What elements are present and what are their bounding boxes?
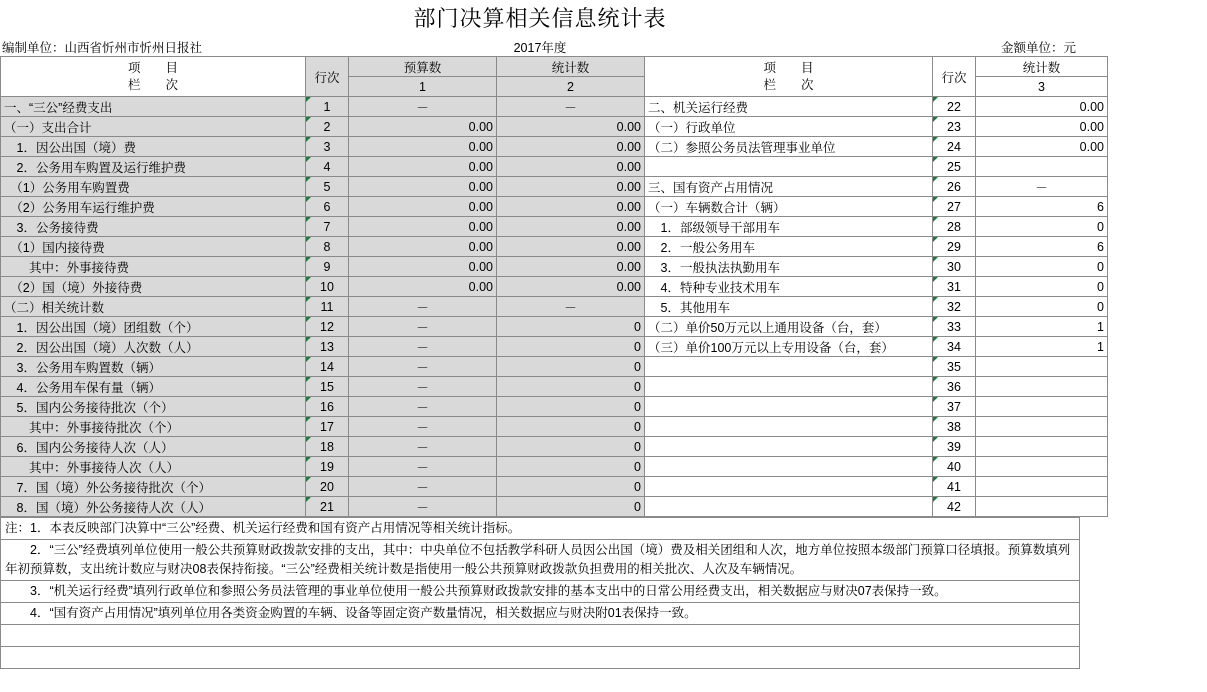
cell-stat-num: 0 (497, 437, 645, 457)
cell-item-right (645, 357, 933, 377)
cell-stat-num-right: 0 (976, 257, 1108, 277)
note-text: 4．“国有资产占用情况”填列单位用各类资金购置的车辆、设备等固定资产数量情况，相关数据应与财决附01表保持一致。 (1, 603, 1080, 625)
cell-item-right: 2．一般公务用车 (645, 237, 933, 257)
cell-stat-num: － (497, 297, 645, 317)
cell-budget-num: 0.00 (349, 277, 497, 297)
cell-budget-num: － (349, 397, 497, 417)
cell-item-right (645, 397, 933, 417)
data-rows (1, 97, 1108, 517)
cell-stat-num-right: 0 (976, 217, 1108, 237)
cell-item-left: （1）国内接待费 (1, 237, 306, 257)
cell-item-left: 其中：外事接待人次（人） (1, 457, 306, 477)
header-item-left-sub: 栏 次 (127, 77, 178, 92)
cell-item-right: （二）单价50万元以上通用设备（台，套） (645, 317, 933, 337)
cell-stat-num: 0.00 (497, 117, 645, 137)
cell-rowno-left: 6 (306, 197, 349, 217)
table-row (1, 257, 1108, 277)
cell-budget-num: 0.00 (349, 177, 497, 197)
cell-item-left: 3．公务用车购置数（辆） (1, 357, 306, 377)
cell-rowno-right: 29 (933, 237, 976, 257)
cell-budget-num: － (349, 457, 497, 477)
table-row (1, 317, 1108, 337)
notes-table (0, 517, 1080, 669)
cell-budget-num: － (349, 417, 497, 437)
cell-item-left: 1．因公出国（境）费 (1, 137, 306, 157)
cell-rowno-left: 13 (306, 337, 349, 357)
cell-stat-num-right: 0.00 (976, 117, 1108, 137)
cell-item-right (645, 497, 933, 517)
cell-rowno-right: 32 (933, 297, 976, 317)
cell-item-right: 4．特种专业技术用车 (645, 277, 933, 297)
cell-rowno-right: 28 (933, 217, 976, 237)
header-item-right (645, 57, 933, 97)
cell-rowno-right: 41 (933, 477, 976, 497)
cell-item-right: （一）行政单位 (645, 117, 933, 137)
cell-rowno-left: 19 (306, 457, 349, 477)
cell-rowno-left: 12 (306, 317, 349, 337)
cell-rowno-right: 24 (933, 137, 976, 157)
cell-rowno-left: 15 (306, 377, 349, 397)
cell-rowno-left: 2 (306, 117, 349, 137)
page-title: 部门决算相关信息统计表 (413, 7, 667, 32)
cell-item-left: 2．公务用车购置及运行维护费 (1, 157, 306, 177)
table-row (1, 237, 1108, 257)
cell-stat-num: 0 (497, 477, 645, 497)
cell-rowno-left: 16 (306, 397, 349, 417)
header-budget-num: 预算数 (349, 57, 497, 77)
note-row (1, 518, 1080, 540)
cell-stat-num-right: 0.00 (976, 137, 1108, 157)
note-text: 注：1．本表反映部门决算中“三公”经费、机关运行经费和国有资产占用情况等相关统计指标。 (1, 518, 1080, 540)
table-body (1, 57, 1108, 97)
cell-item-left: （1）公务用车购置费 (1, 177, 306, 197)
cell-rowno-right: 26 (933, 177, 976, 197)
cell-rowno-right: 34 (933, 337, 976, 357)
cell-stat-num-right: 0 (976, 277, 1108, 297)
header-item-left-title: 项 目 (127, 60, 178, 75)
cell-item-left: （二）相关统计数 (1, 297, 306, 317)
cell-budget-num: 0.00 (349, 117, 497, 137)
cell-stat-num-right (976, 397, 1108, 417)
cell-stat-num-right (976, 417, 1108, 437)
table-row (1, 177, 1108, 197)
table-row (1, 417, 1108, 437)
cell-rowno-left: 14 (306, 357, 349, 377)
table-row (1, 277, 1108, 297)
cell-item-left: 一、“三公”经费支出 (1, 97, 306, 117)
cell-rowno-right: 27 (933, 197, 976, 217)
cell-rowno-left: 10 (306, 277, 349, 297)
header-info-line (0, 38, 1080, 54)
cell-rowno-right: 23 (933, 117, 976, 137)
cell-stat-num: 0 (497, 457, 645, 477)
cell-budget-num: 0.00 (349, 197, 497, 217)
cell-stat-num-right (976, 437, 1108, 457)
cell-item-left: 8．国（境）外公务接待人次（人） (1, 497, 306, 517)
cell-rowno-right: 38 (933, 417, 976, 437)
cell-rowno-right: 25 (933, 157, 976, 177)
cell-stat-num: 0.00 (497, 257, 645, 277)
cell-stat-num: 0.00 (497, 157, 645, 177)
table-row (1, 497, 1108, 517)
cell-rowno-right: 42 (933, 497, 976, 517)
cell-stat-num: 0.00 (497, 177, 645, 197)
cell-item-left: 其中：外事接待费 (1, 257, 306, 277)
cell-budget-num: － (349, 297, 497, 317)
cell-stat-num: 0 (497, 397, 645, 417)
header-item-right-sub: 栏 次 (763, 77, 814, 92)
cell-stat-num-right: 1 (976, 317, 1108, 337)
header-item-right-title: 项 目 (763, 60, 814, 75)
cell-rowno-right: 36 (933, 377, 976, 397)
table-row (1, 197, 1108, 217)
note-row (1, 603, 1080, 625)
cell-item-left: 5．国内公务接待批次（个） (1, 397, 306, 417)
note-row (1, 581, 1080, 603)
note-row (1, 540, 1080, 581)
cell-budget-num: － (349, 317, 497, 337)
cell-rowno-left: 7 (306, 217, 349, 237)
note-text: 3．“机关运行经费”填列行政单位和参照公务员法管理的事业单位使用一般公共预算财政拨款安排的基本支出中的日常公用经费支出，相关数据应与财决07表保持一致。 (1, 581, 1080, 603)
header-stat-num: 统计数 (497, 57, 645, 77)
cell-stat-num: 0.00 (497, 277, 645, 297)
cell-item-right: （二）参照公务员法管理事业单位 (645, 137, 933, 157)
header-col-2: 2 (497, 77, 645, 97)
cell-item-right (645, 457, 933, 477)
cell-budget-num: 0.00 (349, 237, 497, 257)
table-row (1, 137, 1108, 157)
cell-item-right: 三、国有资产占用情况 (645, 177, 933, 197)
cell-stat-num: 0 (497, 337, 645, 357)
cell-rowno-right: 30 (933, 257, 976, 277)
empty-row (1, 647, 1080, 669)
table-row (1, 217, 1108, 237)
cell-rowno-right: 31 (933, 277, 976, 297)
header-col-3: 3 (976, 77, 1108, 97)
cell-budget-num: － (349, 477, 497, 497)
cell-item-right: 5．其他用车 (645, 297, 933, 317)
cell-budget-num: － (349, 357, 497, 377)
cell-rowno-left: 20 (306, 477, 349, 497)
cell-rowno-left: 1 (306, 97, 349, 117)
header-rowno-right: 行次 (933, 57, 976, 97)
cell-rowno-right: 35 (933, 357, 976, 377)
cell-stat-num: 0 (497, 417, 645, 437)
cell-stat-num: 0 (497, 357, 645, 377)
cell-rowno-left: 9 (306, 257, 349, 277)
cell-rowno-left: 4 (306, 157, 349, 177)
cell-stat-num: 0.00 (497, 137, 645, 157)
cell-rowno-left: 11 (306, 297, 349, 317)
cell-budget-num: 0.00 (349, 137, 497, 157)
cell-stat-num: 0.00 (497, 197, 645, 217)
table-row (1, 397, 1108, 417)
cell-item-left: 7．国（境）外公务接待批次（个） (1, 477, 306, 497)
cell-item-left: 4．公务用车保有量（辆） (1, 377, 306, 397)
cell-item-right: （一）车辆数合计（辆） (645, 197, 933, 217)
table-row (1, 157, 1108, 177)
cell-item-right (645, 377, 933, 397)
header-col-1: 1 (349, 77, 497, 97)
empty-row (1, 625, 1080, 647)
table-row (1, 117, 1108, 137)
main-table (0, 56, 1108, 517)
cell-item-left: 3．公务接待费 (1, 217, 306, 237)
cell-stat-num-right: － (976, 177, 1108, 197)
cell-stat-num: 0 (497, 317, 645, 337)
table-header-row-1 (1, 57, 1108, 77)
cell-budget-num: － (349, 97, 497, 117)
cell-budget-num: 0.00 (349, 157, 497, 177)
header-stat-num-right: 统计数 (976, 57, 1108, 77)
cell-item-right (645, 157, 933, 177)
amount-unit-label: 金额单位：元 (1000, 41, 1076, 55)
cell-budget-num: － (349, 377, 497, 397)
table-row (1, 297, 1108, 317)
cell-stat-num: － (497, 97, 645, 117)
cell-stat-num-right: 0 (976, 297, 1108, 317)
fiscal-year-label: 2017年度 (513, 41, 567, 55)
cell-rowno-left: 21 (306, 497, 349, 517)
table-row (1, 97, 1108, 117)
cell-stat-num-right: 1 (976, 337, 1108, 357)
cell-stat-num: 0.00 (497, 237, 645, 257)
cell-stat-num-right: 6 (976, 237, 1108, 257)
cell-item-left: （2）国（境）外接待费 (1, 277, 306, 297)
cell-rowno-left: 3 (306, 137, 349, 157)
table-row (1, 457, 1108, 477)
table-row (1, 357, 1108, 377)
cell-item-right: 二、机关运行经费 (645, 97, 933, 117)
header-item-left (1, 57, 306, 97)
empty-cell (1, 647, 1080, 669)
table-row (1, 477, 1108, 497)
cell-item-right (645, 437, 933, 457)
cell-item-left: 其中：外事接待批次（个） (1, 417, 306, 437)
cell-item-left: 1．因公出国（境）团组数（个） (1, 317, 306, 337)
empty-cell (1, 625, 1080, 647)
cell-rowno-left: 17 (306, 417, 349, 437)
cell-stat-num-right (976, 497, 1108, 517)
cell-stat-num-right (976, 377, 1108, 397)
cell-rowno-left: 5 (306, 177, 349, 197)
cell-rowno-right: 39 (933, 437, 976, 457)
cell-item-right: （三）单价100万元以上专用设备（台，套） (645, 337, 933, 357)
cell-rowno-left: 18 (306, 437, 349, 457)
header-rowno-left: 行次 (306, 57, 349, 97)
cell-stat-num-right (976, 457, 1108, 477)
cell-item-right (645, 477, 933, 497)
cell-stat-num-right (976, 357, 1108, 377)
cell-rowno-left: 8 (306, 237, 349, 257)
cell-stat-num: 0 (497, 377, 645, 397)
table-row (1, 377, 1108, 397)
table-row (1, 337, 1108, 357)
compiler-unit-label: 编制单位：山西省忻州市忻州日报社 (2, 41, 203, 55)
cell-rowno-right: 40 (933, 457, 976, 477)
cell-stat-num-right: 0.00 (976, 97, 1108, 117)
cell-stat-num: 0 (497, 497, 645, 517)
cell-item-left: 6．国内公务接待人次（人） (1, 437, 306, 457)
note-text: 2．“三公”经费填列单位使用一般公共预算财政拨款安排的支出，其中：中央单位不包括教学科研人员因公出国（境）费及相关团组和人次，地方单位按照本级部门预算口径填报。预算数填列年初预算数，支出统计数应与财决08表保持衔接。“三公”经费相关统计数是指使用一般公共预算财政拨款负担费用的相关批次、人次及车辆情况。 (1, 540, 1080, 581)
table-row (1, 437, 1108, 457)
cell-stat-num-right (976, 157, 1108, 177)
cell-rowno-right: 37 (933, 397, 976, 417)
cell-stat-num-right: 6 (976, 197, 1108, 217)
cell-budget-num: 0.00 (349, 257, 497, 277)
cell-rowno-right: 22 (933, 97, 976, 117)
cell-budget-num: － (349, 337, 497, 357)
cell-item-left: （一）支出合计 (1, 117, 306, 137)
cell-stat-num: 0.00 (497, 217, 645, 237)
cell-rowno-right: 33 (933, 317, 976, 337)
cell-item-right: 3．一般执法执勤用车 (645, 257, 933, 277)
cell-budget-num: 0.00 (349, 217, 497, 237)
cell-item-right: 1．部级领导干部用车 (645, 217, 933, 237)
cell-item-left: 2．因公出国（境）人次数（人） (1, 337, 306, 357)
cell-budget-num: － (349, 437, 497, 457)
cell-item-left: （2）公务用车运行维护费 (1, 197, 306, 217)
cell-stat-num-right (976, 477, 1108, 497)
cell-item-right (645, 417, 933, 437)
cell-budget-num: － (349, 497, 497, 517)
